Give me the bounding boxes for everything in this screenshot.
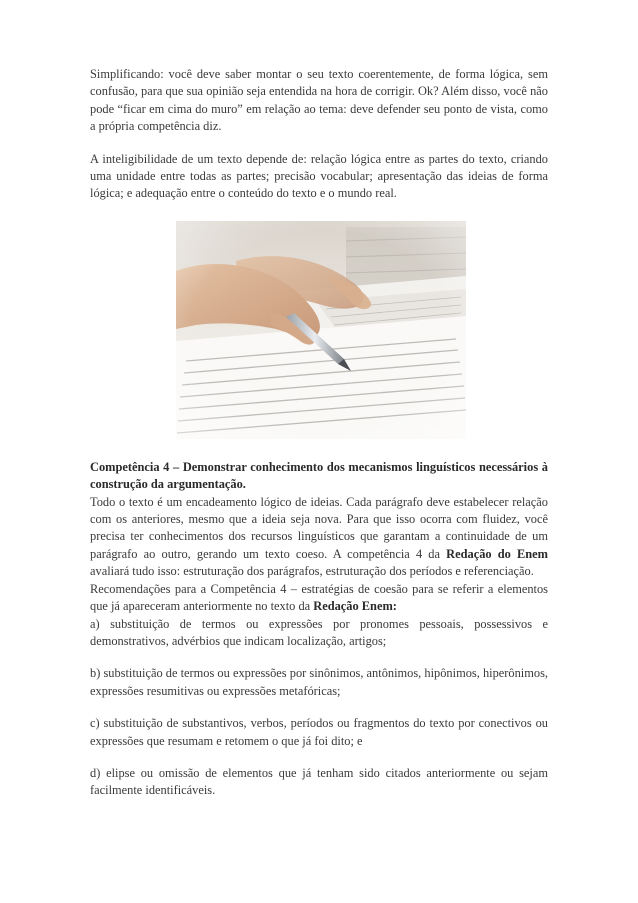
body-text-end: avaliará tudo isso: estruturação dos parágrafos, estruturação dos períodos e referenciação.: [90, 564, 534, 579]
intro-paragraph-2: A inteligibilidade de um texto depende de: relação lógica entre as partes do texto, criando uma unidade entre todas as partes; precisão vocabular; apresentação das ideias de forma lógica; e adequação entre o conteúdo do texto e o mundo real.: [90, 151, 548, 201]
list-item-d: d) elipse ou omissão de elementos que já tenham sido citados anteriormente ou sejam facilmente identificáveis.: [90, 765, 548, 798]
competencia-4-body: [90, 494, 548, 581]
recommendations-intro: [90, 581, 548, 616]
document-page: [90, 66, 548, 800]
intro-paragraph-1: Simplificando: você deve saber montar o seu texto coerentemente, de forma lógica, sem confusão, para que sua opinião seja entendida na hora de corrigir. Ok? Além disso, você não pode “ficar em cima do muro” em relação ao tema: deve defender seu ponto de vista, como a própria competência diz.: [90, 67, 548, 134]
redacao-enem-highlight: Redação do Enem: [446, 546, 548, 561]
list-item-b: b) substituição de termos ou expressões por sinônimos, antônimos, hipônimos, hiperônimos, expressões resumitivas ou expressões metafóricas;: [90, 666, 548, 698]
recommend-text: Recomendações para a Competência 4 – estratégias de coesão para se referir a elementos que já apareceram anteriormente no texto da: [90, 581, 548, 614]
redacao-enem-label: Redação Enem:: [313, 599, 397, 614]
body-text: Todo o texto é um encadeamento lógico de ideias. Cada parágrafo deve estabelecer relação com os anteriores, mesmo que a ideia seja nova. Para que isso ocorra com fluidez, você precisa ter conhecimentos dos recursos linguísticos que garantam a continuidade de um parágrafo ao outro, gerando um texto coeso. A competência 4 da: [90, 494, 548, 561]
competencia-4-heading: Competência 4 – Demonstrar conhecimento dos mecanismos linguísticos necessários à construção da argumentação.: [90, 459, 548, 492]
hand-writing-photo: [176, 221, 466, 439]
list-item-c: c) substituição de substantivos, verbos, períodos ou fragmentos do texto por conectivos ou expressões que resumam e retomem o que já foi dito; e: [90, 716, 548, 748]
list-item-a: a) substituição de termos ou expressões por pronomes pessoais, possessivos e demonstrativos, advérbios que indicam localização, artigos;: [90, 616, 548, 648]
